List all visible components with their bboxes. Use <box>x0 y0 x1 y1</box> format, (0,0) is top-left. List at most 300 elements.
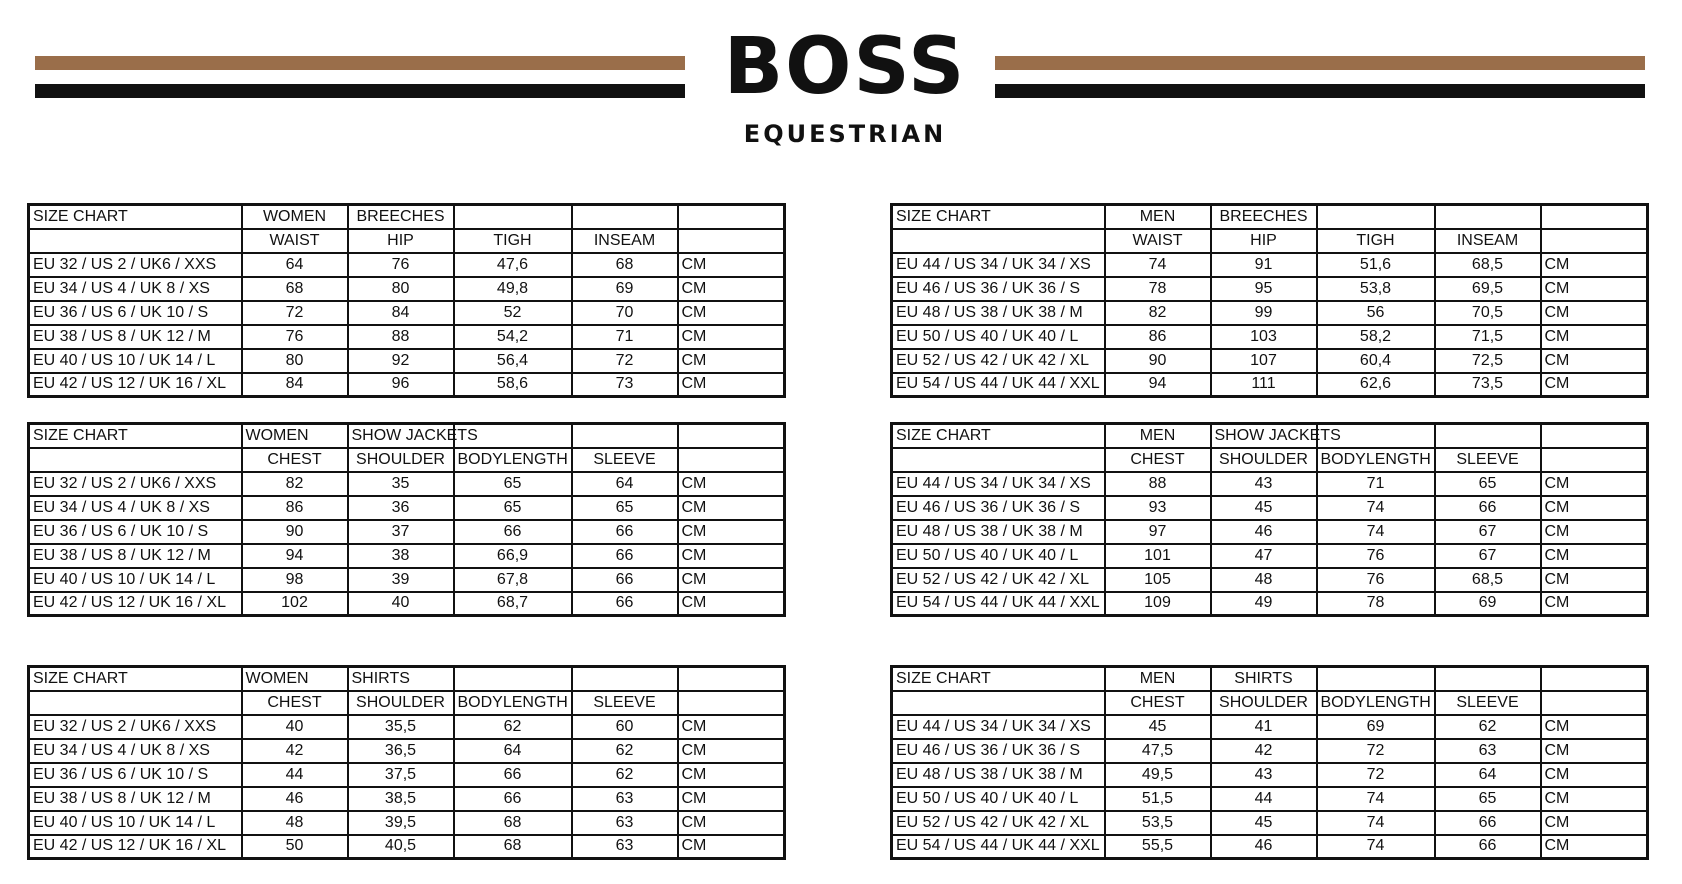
measurement-cell: CM <box>678 496 785 520</box>
measurement-cell: 52 <box>454 301 572 325</box>
measurement-cell: 71,5 <box>1435 325 1541 349</box>
header-cell <box>454 205 572 229</box>
measurement-cell: CM <box>1541 277 1648 301</box>
table-row <box>892 301 1648 325</box>
header-cell: MEN <box>1105 424 1211 448</box>
measurement-cell: 58,2 <box>1317 325 1435 349</box>
measurement-cell: 68,5 <box>1435 568 1541 592</box>
measurement-cell: 39,5 <box>348 811 454 835</box>
table-row <box>892 277 1648 301</box>
measurement-cell: 41 <box>1211 715 1317 739</box>
size-label-cell <box>892 448 1105 472</box>
header-cell <box>1541 205 1648 229</box>
measurement-cell: 51,6 <box>1317 253 1435 277</box>
measurement-cell: CM <box>678 763 785 787</box>
measurement-cell: 53,8 <box>1317 277 1435 301</box>
measurement-cell: CM <box>1541 520 1648 544</box>
measurement-cell: 68 <box>572 253 678 277</box>
measurement-cell: 74 <box>1317 787 1435 811</box>
table-row <box>892 373 1648 397</box>
header-cell <box>572 667 678 691</box>
table-row <box>29 763 785 787</box>
header-cell: WOMEN <box>242 667 348 691</box>
header-row-1 <box>892 667 1648 691</box>
measurement-cell: 72,5 <box>1435 349 1541 373</box>
table-row <box>29 325 785 349</box>
header-cell <box>678 229 785 253</box>
measurement-cell: 66 <box>454 763 572 787</box>
measurement-cell: CM <box>1541 811 1648 835</box>
table-row <box>892 520 1648 544</box>
measurement-cell: 66 <box>1435 811 1541 835</box>
table-row <box>892 253 1648 277</box>
measurement-cell: 46 <box>1211 835 1317 859</box>
measurement-cell: 70,5 <box>1435 301 1541 325</box>
header-cell: TIGH <box>454 229 572 253</box>
header-cell: SHOULDER <box>348 448 454 472</box>
measurement-cell: 95 <box>1211 277 1317 301</box>
size-label-cell: EU 34 / US 4 / UK 8 / XS <box>29 496 242 520</box>
measurement-cell: 66,9 <box>454 544 572 568</box>
measurement-cell: CM <box>1541 253 1648 277</box>
measurement-cell: 56 <box>1317 301 1435 325</box>
measurement-cell: 92 <box>348 349 454 373</box>
table-row <box>29 253 785 277</box>
measurement-cell: 78 <box>1317 592 1435 616</box>
measurement-cell: 76 <box>1317 568 1435 592</box>
measurement-cell: 69 <box>1435 592 1541 616</box>
size-label-cell: SIZE CHART <box>892 424 1105 448</box>
header-row-2 <box>29 448 785 472</box>
header-cell: SHOULDER <box>1211 691 1317 715</box>
header-cell: HIP <box>348 229 454 253</box>
measurement-cell: 86 <box>242 496 348 520</box>
measurement-cell: CM <box>678 715 785 739</box>
size-label-cell: EU 44 / US 34 / UK 34 / XS <box>892 253 1105 277</box>
header-cell: BODYLENGTH <box>1317 691 1435 715</box>
measurement-cell: 74 <box>1317 811 1435 835</box>
header-cell: HIP <box>1211 229 1317 253</box>
header-cell: WOMEN <box>242 205 348 229</box>
header-row-2 <box>29 229 785 253</box>
measurement-cell: 36 <box>348 496 454 520</box>
measurement-cell: 72 <box>1317 739 1435 763</box>
measurement-cell: 66 <box>1435 496 1541 520</box>
stripe-left-brown <box>35 56 685 70</box>
size-label-cell: EU 40 / US 10 / UK 14 / L <box>29 568 242 592</box>
measurement-cell: 93 <box>1105 496 1211 520</box>
header-cell: SHOULDER <box>348 691 454 715</box>
measurement-cell: CM <box>1541 787 1648 811</box>
measurement-cell: 65 <box>1435 787 1541 811</box>
table-row <box>29 568 785 592</box>
table-row <box>29 835 785 859</box>
stripe-right-black <box>995 84 1645 98</box>
measurement-cell: 48 <box>242 811 348 835</box>
header-cell: INSEAM <box>1435 229 1541 253</box>
size-label-cell: EU 36 / US 6 / UK 10 / S <box>29 301 242 325</box>
measurement-cell: 84 <box>348 301 454 325</box>
size-label-cell <box>29 229 242 253</box>
header-cell: BREECHES <box>1211 205 1317 229</box>
size-label-cell: SIZE CHART <box>29 424 242 448</box>
size-label-cell <box>892 691 1105 715</box>
header-cell <box>1317 205 1435 229</box>
measurement-cell: 53,5 <box>1105 811 1211 835</box>
header-cell <box>572 205 678 229</box>
measurement-cell: 48 <box>1211 568 1317 592</box>
header-cell <box>678 424 785 448</box>
measurement-cell: 90 <box>1105 349 1211 373</box>
header-row-1 <box>892 424 1648 448</box>
measurement-cell: 47,6 <box>454 253 572 277</box>
measurement-cell: 63 <box>572 835 678 859</box>
size-label-cell: EU 50 / US 40 / UK 40 / L <box>892 787 1105 811</box>
size-chart-women-breeches <box>27 203 786 398</box>
size-label-cell: EU 40 / US 10 / UK 14 / L <box>29 811 242 835</box>
header-row-2 <box>892 448 1648 472</box>
measurement-cell: 72 <box>1317 763 1435 787</box>
measurement-cell: 88 <box>1105 472 1211 496</box>
measurement-cell: CM <box>1541 496 1648 520</box>
measurement-cell: 46 <box>242 787 348 811</box>
measurement-cell: CM <box>678 373 785 397</box>
header-cell <box>1435 424 1541 448</box>
brand-subtitle: EQUESTRIAN <box>743 120 947 148</box>
header-row-1 <box>892 205 1648 229</box>
measurement-cell: 36,5 <box>348 739 454 763</box>
measurement-cell: CM <box>1541 763 1648 787</box>
table-row <box>892 787 1648 811</box>
table-row <box>29 373 785 397</box>
header-cell: CHEST <box>1105 448 1211 472</box>
measurement-cell: CM <box>678 787 785 811</box>
header-cell: MEN <box>1105 667 1211 691</box>
header-cell <box>1541 229 1648 253</box>
measurement-cell: 42 <box>242 739 348 763</box>
measurement-cell: 65 <box>572 496 678 520</box>
header-cell: SHIRTS <box>1211 667 1317 691</box>
measurement-cell: 90 <box>242 520 348 544</box>
header-cell: TIGH <box>1317 229 1435 253</box>
size-label-cell: EU 42 / US 12 / UK 16 / XL <box>29 592 242 616</box>
header-cell: CHEST <box>242 448 348 472</box>
size-label-cell: EU 36 / US 6 / UK 10 / S <box>29 520 242 544</box>
measurement-cell: 94 <box>242 544 348 568</box>
header-cell: SLEEVE <box>572 691 678 715</box>
header-cell <box>1541 667 1648 691</box>
measurement-cell: 58,6 <box>454 373 572 397</box>
size-label-cell: EU 34 / US 4 / UK 8 / XS <box>29 739 242 763</box>
table-row <box>892 496 1648 520</box>
table-row <box>892 715 1648 739</box>
table-row <box>29 277 785 301</box>
measurement-cell: 62 <box>454 715 572 739</box>
measurement-cell: 35,5 <box>348 715 454 739</box>
header-cell: WAIST <box>242 229 348 253</box>
size-label-cell: SIZE CHART <box>29 205 242 229</box>
header-row-2 <box>892 229 1648 253</box>
measurement-cell: 66 <box>454 520 572 544</box>
measurement-cell: CM <box>678 811 785 835</box>
size-label-cell: EU 52 / US 42 / UK 42 / XL <box>892 349 1105 373</box>
stripe-left-black <box>35 84 685 98</box>
measurement-cell: 109 <box>1105 592 1211 616</box>
measurement-cell: 62 <box>572 739 678 763</box>
measurement-cell: 94 <box>1105 373 1211 397</box>
measurement-cell: 68,7 <box>454 592 572 616</box>
measurement-cell: 45 <box>1211 811 1317 835</box>
table-row <box>892 349 1648 373</box>
measurement-cell: 69 <box>1317 715 1435 739</box>
measurement-cell: 76 <box>1317 544 1435 568</box>
measurement-cell: 67 <box>1435 520 1541 544</box>
measurement-cell: 101 <box>1105 544 1211 568</box>
size-label-cell: EU 38 / US 8 / UK 12 / M <box>29 787 242 811</box>
measurement-cell: CM <box>678 739 785 763</box>
measurement-cell: CM <box>1541 373 1648 397</box>
measurement-cell: 73,5 <box>1435 373 1541 397</box>
measurement-cell: 70 <box>572 301 678 325</box>
size-label-cell: EU 36 / US 6 / UK 10 / S <box>29 763 242 787</box>
stripe-right-brown <box>995 56 1645 70</box>
table-row <box>892 325 1648 349</box>
header-row-1 <box>29 205 785 229</box>
measurement-cell: 66 <box>1435 835 1541 859</box>
header-cell <box>1541 448 1648 472</box>
measurement-cell: CM <box>1541 835 1648 859</box>
measurement-cell: CM <box>678 253 785 277</box>
size-label-cell: EU 40 / US 10 / UK 14 / L <box>29 349 242 373</box>
measurement-cell: 62 <box>572 763 678 787</box>
table-row <box>29 811 785 835</box>
measurement-cell: 67 <box>1435 544 1541 568</box>
measurement-cell: 76 <box>242 325 348 349</box>
size-label-cell: EU 32 / US 2 / UK6 / XXS <box>29 715 242 739</box>
measurement-cell: 64 <box>242 253 348 277</box>
size-label-cell: EU 50 / US 40 / UK 40 / L <box>892 325 1105 349</box>
size-label-cell: EU 44 / US 34 / UK 34 / XS <box>892 472 1105 496</box>
measurement-cell: 55,5 <box>1105 835 1211 859</box>
measurement-cell: CM <box>678 325 785 349</box>
size-label-cell: EU 38 / US 8 / UK 12 / M <box>29 544 242 568</box>
header-cell: INSEAM <box>572 229 678 253</box>
header-cell: SHIRTS <box>348 667 454 691</box>
measurement-cell: 72 <box>572 349 678 373</box>
measurement-cell: 91 <box>1211 253 1317 277</box>
measurement-cell: 42 <box>1211 739 1317 763</box>
measurement-cell: 68 <box>242 277 348 301</box>
measurement-cell: 73 <box>572 373 678 397</box>
measurement-cell: 56,4 <box>454 349 572 373</box>
measurement-cell: 50 <box>242 835 348 859</box>
measurement-cell: 69,5 <box>1435 277 1541 301</box>
measurement-cell: 66 <box>572 520 678 544</box>
measurement-cell: 49,5 <box>1105 763 1211 787</box>
table-row <box>29 301 785 325</box>
measurement-cell: 102 <box>242 592 348 616</box>
size-label-cell: EU 32 / US 2 / UK6 / XXS <box>29 253 242 277</box>
measurement-cell: 63 <box>1435 739 1541 763</box>
size-label-cell: EU 42 / US 12 / UK 16 / XL <box>29 373 242 397</box>
measurement-cell: 62 <box>1435 715 1541 739</box>
measurement-cell: 64 <box>572 472 678 496</box>
header-cell <box>1541 691 1648 715</box>
header-cell <box>1541 424 1648 448</box>
table-row <box>892 739 1648 763</box>
header-cell <box>572 424 678 448</box>
measurement-cell: 74 <box>1105 253 1211 277</box>
table-row <box>29 496 785 520</box>
table-row <box>29 544 785 568</box>
measurement-cell: 62,6 <box>1317 373 1435 397</box>
header-cell <box>1317 667 1435 691</box>
table-row <box>29 715 785 739</box>
size-label-cell: EU 32 / US 2 / UK6 / XXS <box>29 472 242 496</box>
measurement-cell: 68 <box>454 811 572 835</box>
measurement-cell: 68,5 <box>1435 253 1541 277</box>
size-label-cell: EU 42 / US 12 / UK 16 / XL <box>29 835 242 859</box>
measurement-cell: 43 <box>1211 763 1317 787</box>
measurement-cell: 60 <box>572 715 678 739</box>
table-row <box>29 787 785 811</box>
measurement-cell: 97 <box>1105 520 1211 544</box>
measurement-cell: 68 <box>454 835 572 859</box>
measurement-cell: 105 <box>1105 568 1211 592</box>
measurement-cell: 74 <box>1317 496 1435 520</box>
table-row <box>892 835 1648 859</box>
header-cell: SLEEVE <box>1435 691 1541 715</box>
size-label-cell <box>29 691 242 715</box>
measurement-cell: CM <box>1541 301 1648 325</box>
size-label-cell: EU 46 / US 36 / UK 36 / S <box>892 277 1105 301</box>
measurement-cell: CM <box>1541 349 1648 373</box>
measurement-cell: 78 <box>1105 277 1211 301</box>
measurement-cell: CM <box>1541 592 1648 616</box>
header-cell: BODYLENGTH <box>1317 448 1435 472</box>
measurement-cell: 74 <box>1317 835 1435 859</box>
measurement-cell: 96 <box>348 373 454 397</box>
size-chart-men-jackets <box>890 422 1649 617</box>
measurement-cell: 65 <box>1435 472 1541 496</box>
measurement-cell: 111 <box>1211 373 1317 397</box>
table-row <box>892 763 1648 787</box>
size-label-cell: EU 48 / US 38 / UK 38 / M <box>892 520 1105 544</box>
header-cell: SLEEVE <box>1435 448 1541 472</box>
measurement-cell: CM <box>1541 739 1648 763</box>
measurement-cell: CM <box>1541 325 1648 349</box>
size-label-cell: EU 38 / US 8 / UK 12 / M <box>29 325 242 349</box>
measurement-cell: 66 <box>572 544 678 568</box>
header-cell: SHOW JACKETS <box>348 424 454 448</box>
header-row-1 <box>29 667 785 691</box>
measurement-cell: 74 <box>1317 520 1435 544</box>
measurement-cell: 99 <box>1211 301 1317 325</box>
measurement-cell: 63 <box>572 811 678 835</box>
measurement-cell: 51,5 <box>1105 787 1211 811</box>
header-cell <box>1435 667 1541 691</box>
size-label-cell: SIZE CHART <box>892 667 1105 691</box>
size-label-cell: SIZE CHART <box>892 205 1105 229</box>
measurement-cell: 39 <box>348 568 454 592</box>
measurement-cell: 107 <box>1211 349 1317 373</box>
measurement-cell: 37 <box>348 520 454 544</box>
header-cell: SLEEVE <box>572 448 678 472</box>
measurement-cell: 76 <box>348 253 454 277</box>
measurement-cell: 65 <box>454 496 572 520</box>
measurement-cell: CM <box>678 544 785 568</box>
measurement-cell: 82 <box>242 472 348 496</box>
measurement-cell: CM <box>678 349 785 373</box>
size-label-cell: SIZE CHART <box>29 667 242 691</box>
measurement-cell: 47 <box>1211 544 1317 568</box>
measurement-cell: CM <box>1541 715 1648 739</box>
measurement-cell: 37,5 <box>348 763 454 787</box>
size-label-cell: EU 44 / US 34 / UK 34 / XS <box>892 715 1105 739</box>
brand-logo: BOSS <box>723 22 967 112</box>
measurement-cell: CM <box>678 835 785 859</box>
measurement-cell: 80 <box>242 349 348 373</box>
size-label-cell: EU 50 / US 40 / UK 40 / L <box>892 544 1105 568</box>
header-row-2 <box>892 691 1648 715</box>
size-chart-women-jackets <box>27 422 786 617</box>
measurement-cell: 45 <box>1105 715 1211 739</box>
size-label-cell: EU 46 / US 36 / UK 36 / S <box>892 496 1105 520</box>
measurement-cell: 35 <box>348 472 454 496</box>
size-label-cell: EU 48 / US 38 / UK 38 / M <box>892 301 1105 325</box>
header-cell: BREECHES <box>348 205 454 229</box>
measurement-cell: 49 <box>1211 592 1317 616</box>
measurement-cell: CM <box>1541 568 1648 592</box>
measurement-cell: 65 <box>454 472 572 496</box>
measurement-cell: 86 <box>1105 325 1211 349</box>
measurement-cell: 103 <box>1211 325 1317 349</box>
header-cell <box>1435 205 1541 229</box>
header-cell: CHEST <box>242 691 348 715</box>
header-cell: MEN <box>1105 205 1211 229</box>
size-chart-men-shirts <box>890 665 1649 860</box>
measurement-cell: 43 <box>1211 472 1317 496</box>
header-cell <box>678 667 785 691</box>
header-row-2 <box>29 691 785 715</box>
measurement-cell: 71 <box>572 325 678 349</box>
measurement-cell: CM <box>678 277 785 301</box>
size-label-cell: EU 46 / US 36 / UK 36 / S <box>892 739 1105 763</box>
measurement-cell: 60,4 <box>1317 349 1435 373</box>
measurement-cell: 44 <box>242 763 348 787</box>
measurement-cell: 64 <box>1435 763 1541 787</box>
header-cell: WAIST <box>1105 229 1211 253</box>
header-cell: SHOW JACKETS <box>1211 424 1317 448</box>
table-row <box>29 472 785 496</box>
measurement-cell: 98 <box>242 568 348 592</box>
measurement-cell: 40 <box>242 715 348 739</box>
size-label-cell <box>892 229 1105 253</box>
header-cell: BODYLENGTH <box>454 448 572 472</box>
measurement-cell: 84 <box>242 373 348 397</box>
table-row <box>892 544 1648 568</box>
table-row <box>29 520 785 544</box>
measurement-cell: 88 <box>348 325 454 349</box>
measurement-cell: 49,8 <box>454 277 572 301</box>
size-chart-men-breeches <box>890 203 1649 398</box>
table-row <box>29 739 785 763</box>
header-cell: WOMEN <box>242 424 348 448</box>
header-cell <box>678 205 785 229</box>
measurement-cell: 69 <box>572 277 678 301</box>
measurement-cell: CM <box>1541 472 1648 496</box>
table-row <box>892 592 1648 616</box>
